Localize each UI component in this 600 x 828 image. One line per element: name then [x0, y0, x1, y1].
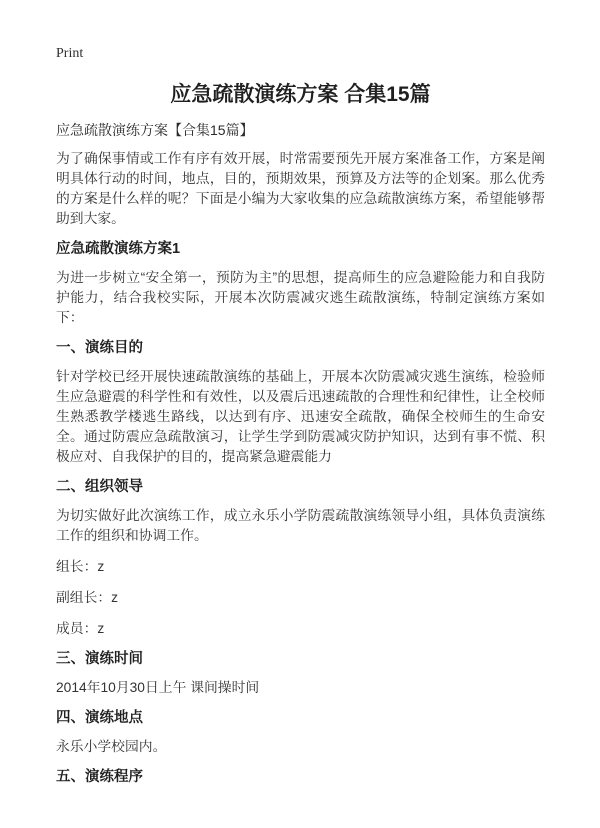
- deputy-leader-line: 副组长：z: [56, 590, 119, 605]
- page-title: 应急疏散演练方案 合集15篇: [170, 83, 431, 106]
- heading-plan-1: 应急疏散演练方案1: [56, 241, 181, 257]
- plan-intro-paragraph: 为进一步树立“安全第一，预防为主”的思想，提高师生的应急避险能力和自我防护能力，结合我校实际，开展本次防震减灾逃生疏散演练，特制定演练方案如下：: [56, 270, 545, 325]
- heading-organization-leadership: 二、组织领导: [56, 479, 143, 495]
- doc-subtitle: 应急疏散演练方案【合集15篇】: [56, 122, 254, 138]
- heading-drill-time: 三、演练时间: [56, 651, 143, 667]
- intro-paragraph: 为了确保事情或工作有序有效开展，时常需要预先开展方案准备工作，方案是阐明具体行动的时间，地点，目的，预期效果，预算及方法等的企划案。那么优秀的方案是什么样的呢？下面是小编为大家收集的应急疏散演练方案，希望能够帮助到大家。: [56, 151, 545, 226]
- heading-drill-location: 四、演练地点: [56, 710, 143, 726]
- drill-time-paragraph: 2014年10月30日上午 课间操时间: [56, 680, 260, 695]
- drill-location-paragraph: 永乐小学校园内。: [56, 739, 167, 754]
- print-link[interactable]: Print: [56, 46, 84, 61]
- leadership-paragraph: 为切实做好此次演练工作，成立永乐小学防震疏散演练领导小组，具体负责演练工作的组织和协调工作。: [56, 508, 545, 543]
- heading-drill-purpose: 一、演练目的: [56, 340, 143, 356]
- group-leader-line: 组长：z: [56, 559, 105, 574]
- heading-drill-procedure: 五、演练程序: [56, 769, 143, 785]
- purpose-paragraph: 针对学校已经开展快速疏散演练的基础上，开展本次防震减灾逃生演练，检验师生应急避震的科学性和有效性，以及震后迅速疏散的合理性和纪律性，让全校师生熟悉教学楼逃生路线，以达到有序、迅速安全疏散，确保全校师生的生命安全。通过防震应急疏散演习，让学生学到防震减灾防护知识，达到有事不慌、积极应对、自我保护的目的，提高紧急避震能力: [56, 369, 545, 464]
- members-line: 成员：z: [56, 621, 105, 636]
